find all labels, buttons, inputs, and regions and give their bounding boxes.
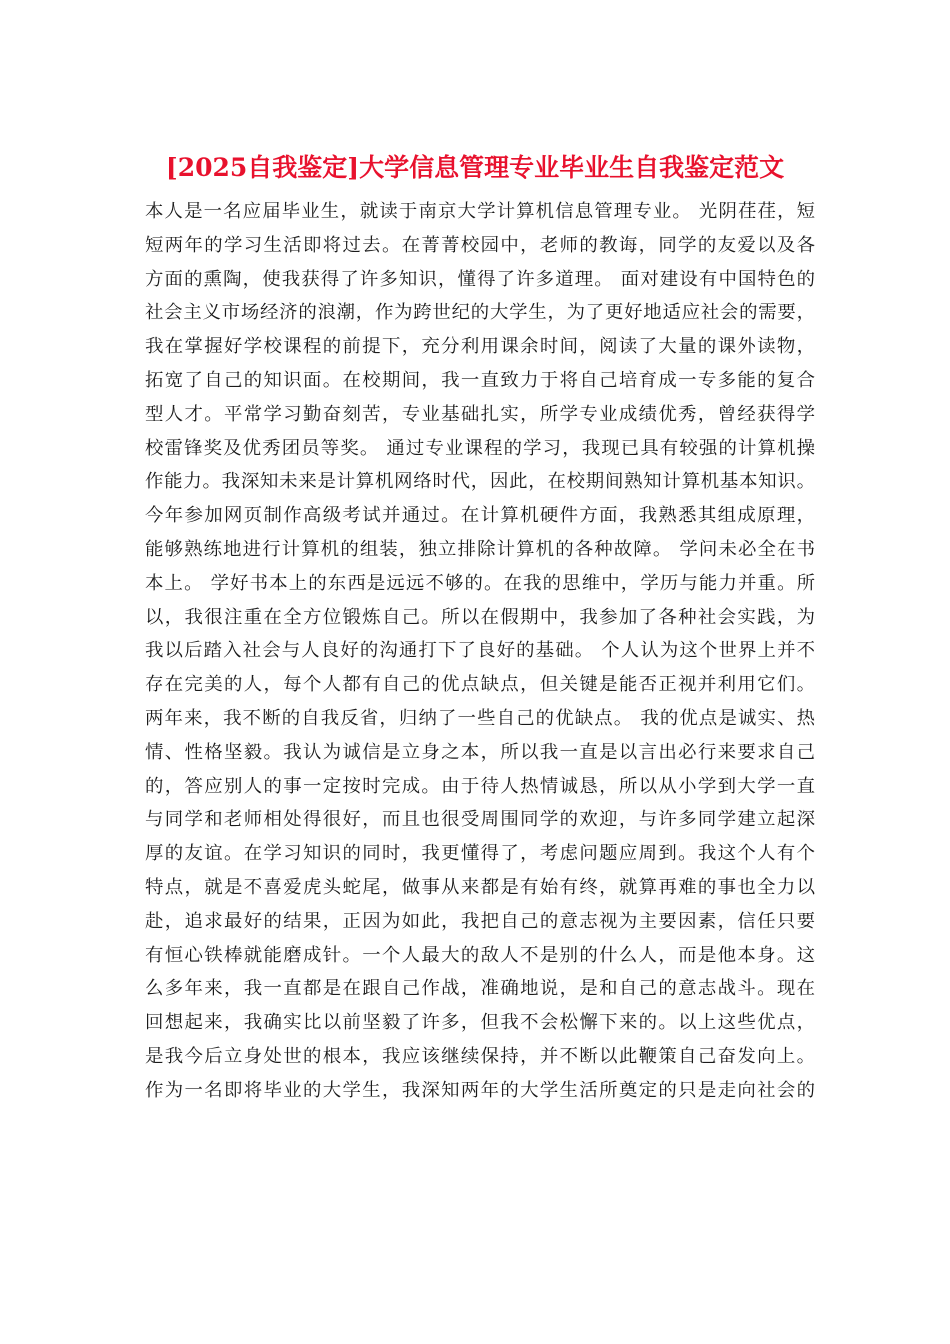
body-line: 方面的熏陶，使我获得了许多知识，懂得了许多道理。 面对建设有中国特色的	[145, 268, 815, 290]
body-line: 本人是一名应届毕业生，就读于南京大学计算机信息管理专业。 光阴荏荏，短	[145, 201, 815, 222]
body-line: 厚的友谊。在学习知识的同时，我更懂得了，考虑问题应周到。我这个人有个	[145, 843, 815, 865]
body-line: 两年来，我不断的自我反省，归纳了一些自己的优缺点。 我的优点是诚实、热	[145, 707, 815, 729]
body-line: 能够熟练地进行计算机的组装，独立排除计算机的各种故障。 学问未必全在书	[145, 538, 815, 560]
body-line: 社会主义市场经济的浪潮，作为跨世纪的大学生，为了更好地适应社会的需要，	[145, 302, 815, 324]
body-line: 本上。 学好书本上的东西是远远不够的。在我的思维中，学历与能力并重。所	[145, 572, 815, 594]
document-body	[145, 195, 815, 1108]
body-line: 短两年的学习生活即将过去。在菁菁校园中，老师的教诲，同学的友爱以及各	[145, 234, 815, 256]
body-line: 回想起来，我确实比以前坚毅了许多，但我不会松懈下来的。以上这些优点，	[145, 1012, 815, 1034]
body-line: 么多年来，我一直都是在跟自己作战，准确地说，是和自己的意志战斗。现在	[145, 978, 815, 1000]
body-line: 与同学和老师相处得很好，而且也很受周围同学的欢迎，与许多同学建立起深	[145, 809, 815, 831]
body-line: 作能力。我深知未来是计算机网络时代，因此，在校期间熟知计算机基本知识。	[145, 471, 815, 493]
body-line: 有恒心铁棒就能磨成针。一个人最大的敌人不是别的什么人，而是他本身。这	[145, 944, 815, 966]
body-line: 今年参加网页制作高级考试并通过。在计算机硬件方面，我熟悉其组成原理，	[145, 505, 815, 527]
body-line: 拓宽了自己的知识面。在校期间，我一直致力于将自己培育成一专多能的复合	[145, 369, 815, 391]
body-line: 是我今后立身处世的根本，我应该继续保持，并不断以此鞭策自己奋发向上。	[145, 1045, 815, 1067]
body-line: 以，我很注重在全方位锻炼自己。所以在假期中，我参加了各种社会实践，为	[145, 606, 815, 628]
body-line: 我在掌握好学校课程的前提下，充分利用课余时间，阅读了大量的课外读物，	[145, 336, 815, 358]
body-line: 的，答应别人的事一定按时完成。由于待人热情诚恳，所以从小学到大学一直	[145, 775, 815, 797]
body-line: 情、性格坚毅。我认为诚信是立身之本，所以我一直是以言出必行来要求自己	[145, 741, 815, 763]
body-line: 存在完美的人，每个人都有自己的优点缺点，但关键是能否正视并利用它们。	[145, 674, 815, 696]
body-line: 作为一名即将毕业的大学生，我深知两年的大学生活所奠定的只是走向社会的	[145, 1079, 815, 1101]
body-line: 我以后踏入社会与人良好的沟通打下了良好的基础。 个人认为这个世界上并不	[145, 640, 815, 662]
body-line: 型人才。平常学习勤奋刻苦，专业基础扎实，所学专业成绩优秀，曾经获得学	[145, 403, 815, 425]
body-line: 赴，追求最好的结果，正因为如此，我把自己的意志视为主要因素，信任只要	[145, 910, 815, 932]
document-title: [2025自我鉴定]大学信息管理专业毕业生自我鉴定范文	[165, 153, 785, 182]
body-line: 校雷锋奖及优秀团员等奖。 通过专业课程的学习，我现已具有较强的计算机操	[145, 437, 815, 459]
body-line: 特点，就是不喜爱虎头蛇尾，做事从来都是有始有终，就算再难的事也全力以	[145, 876, 815, 898]
